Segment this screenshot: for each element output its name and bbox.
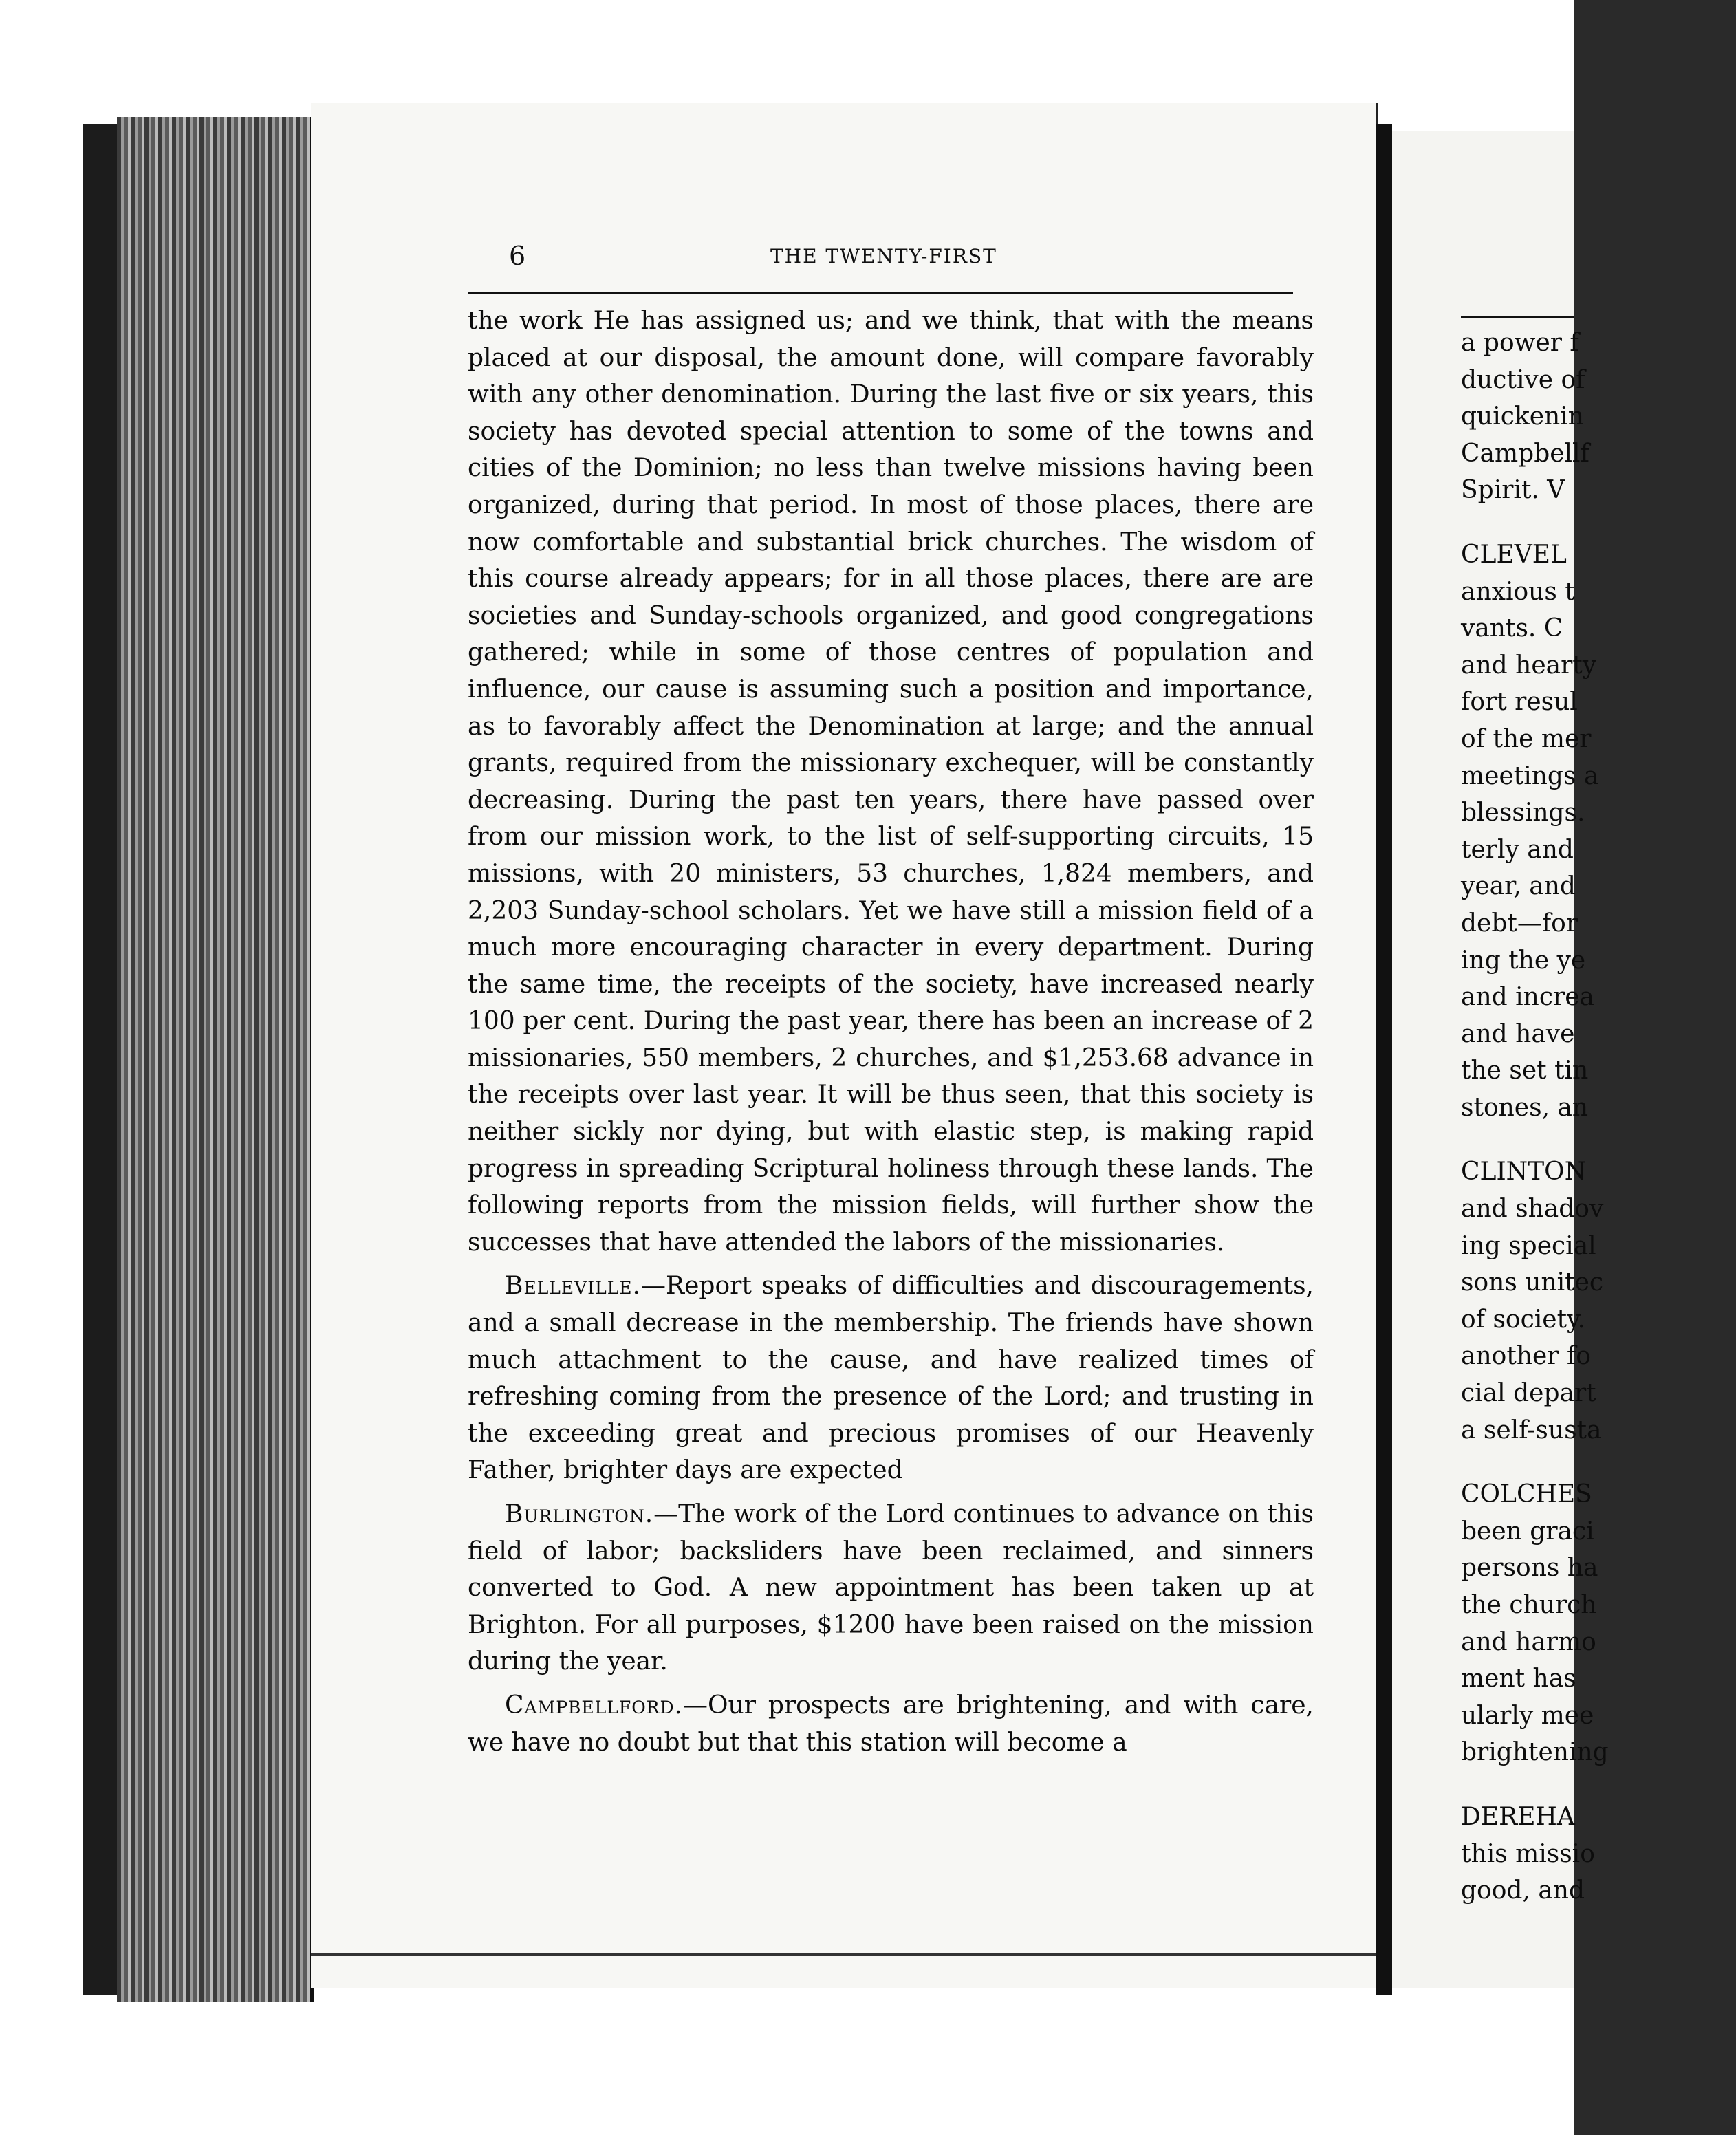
text-line: DEREHA bbox=[1461, 1802, 1575, 1831]
report-text: —Report speaks of difficulties and discouragements, and a small decrease in the membership. The friends have shown much attachment to the cause, and have realized times of refreshing coming from the presence of the Lord; and trusting in the exceeding great and precious promises of our Heavenly Father, brighter days are expected bbox=[468, 1272, 1314, 1485]
station-name: Burlington. bbox=[505, 1500, 654, 1528]
text-line: the church bbox=[1461, 1591, 1597, 1619]
report-burlington bbox=[468, 1496, 1314, 1680]
text-line: sons unitec bbox=[1461, 1268, 1604, 1297]
page-header bbox=[509, 241, 1307, 275]
text-line: year, and bbox=[1461, 872, 1576, 901]
report-campbellford bbox=[468, 1687, 1314, 1761]
text-line: and have bbox=[1461, 1019, 1575, 1048]
station-name: Campbellford. bbox=[505, 1691, 683, 1720]
text-line: a power f bbox=[1461, 329, 1579, 357]
page-bottom-edge bbox=[311, 1953, 1376, 1956]
text-line: cial depart bbox=[1461, 1379, 1596, 1408]
text-line: anxious t bbox=[1461, 577, 1575, 606]
right-page-lines bbox=[1461, 325, 1736, 1909]
spacer bbox=[1461, 509, 1736, 537]
text-line: Campbellf bbox=[1461, 439, 1589, 468]
text-line: blessings. bbox=[1461, 799, 1585, 827]
running-head: THE TWENTY-FIRST bbox=[770, 245, 997, 268]
main-text-column bbox=[468, 303, 1314, 1761]
text-line: of society. bbox=[1461, 1305, 1586, 1334]
text-line: and shadov bbox=[1461, 1195, 1604, 1224]
text-line: ductive of bbox=[1461, 365, 1585, 394]
text-line: been graci bbox=[1461, 1517, 1594, 1546]
header-rule bbox=[468, 292, 1293, 294]
text-line: and hearty bbox=[1461, 651, 1597, 680]
right-page-fragment bbox=[1392, 131, 1609, 1988]
text-line: Spirit. V bbox=[1461, 476, 1565, 505]
spacer bbox=[1461, 1771, 1736, 1799]
book-gutter bbox=[1376, 124, 1392, 1995]
text-line: debt—for bbox=[1461, 909, 1578, 938]
text-line: this missio bbox=[1461, 1839, 1595, 1868]
text-line: quickenin bbox=[1461, 402, 1584, 431]
intro-paragraph: the work He has assigned us; and we think, that with the means placed at our disposal, the amount done, will compare favorably with any other denomination. During the last five or six years, this society has devoted special attention to some of the towns and cities of the Dominion; no less than twelve missions having been organized, during that period. In most of those places, there are now comfortable and substantial brick churches. The wisdom of this course already appears; for in all those places, there are are societies and Sunday-schools organized, and good congregations gathered; while in some of those centres of population and influence, our cause is assuming such a position and importance, as to favorably affect the Denomination at large; and the annual grants, required from the missionary exchequer, will be constantly decreasing. During the past ten years, there have passed over from our mission work, to the list of self-supporting circuits, 15 missions, with 20 ministers, 53 churches, 1,824 members, and 2,203 Sunday-school scholars. Yet we have still a mission field of a much more encouraging character in every department. During the same time, the receipts of the society, have increased nearly 100 per cent. During the past year, there has been an increase of 2 missionaries, 550 members, 2 churches, and $1,253.68 advance in the receipts over last year. It will be thus seen, that this society is neither sickly nor dying, but with elastic step, is making rapid progress in spreading Scriptural holiness through these lands. The following reports from the mission fields, will further show the successes that have attended the labors of the missionaries. bbox=[468, 307, 1314, 1257]
text-line: COLCHES bbox=[1461, 1480, 1592, 1509]
text-line: stones, an bbox=[1461, 1093, 1589, 1122]
report-belleville bbox=[468, 1268, 1314, 1489]
text-line: terly and bbox=[1461, 835, 1574, 864]
text-line: good, and bbox=[1461, 1876, 1585, 1905]
text-line: ing the ye bbox=[1461, 946, 1586, 975]
text-line: the set tin bbox=[1461, 1056, 1589, 1085]
book-page-edges bbox=[117, 117, 314, 2002]
right-page-rule bbox=[1461, 316, 1574, 318]
station-name: Belleville. bbox=[505, 1272, 641, 1301]
text-line: ment has bbox=[1461, 1665, 1576, 1693]
text-line: brightening bbox=[1461, 1738, 1609, 1767]
text-line: ing special bbox=[1461, 1231, 1596, 1260]
text-line: persons ha bbox=[1461, 1554, 1598, 1583]
text-line: meetings a bbox=[1461, 761, 1599, 790]
text-line: CLEVEL bbox=[1461, 540, 1567, 569]
report-text: —Our prospects are brightening, and with care, we have no doubt but that this station will become a bbox=[468, 1691, 1314, 1757]
page-number: 6 bbox=[509, 241, 526, 271]
text-line: of the mer bbox=[1461, 724, 1592, 753]
report-text: —The work of the Lord continues to advance on this field of labor; backsliders have been reclaimed, and sinners converted to God. A new appointment has been taken up at Brighton. For all purposes, $1200 have been raised on the mission during the year. bbox=[468, 1500, 1314, 1676]
text-line: CLINTON bbox=[1461, 1158, 1587, 1186]
text-line: fort resul bbox=[1461, 688, 1578, 717]
spacer bbox=[1461, 1126, 1736, 1153]
text-line: vants. C bbox=[1461, 614, 1563, 643]
text-line: another fo bbox=[1461, 1342, 1591, 1371]
text-line: and increa bbox=[1461, 983, 1594, 1012]
text-line: a self-susta bbox=[1461, 1416, 1602, 1444]
text-line: and harmo bbox=[1461, 1627, 1596, 1656]
spacer bbox=[1461, 1449, 1736, 1476]
text-line: ularly mee bbox=[1461, 1701, 1594, 1730]
